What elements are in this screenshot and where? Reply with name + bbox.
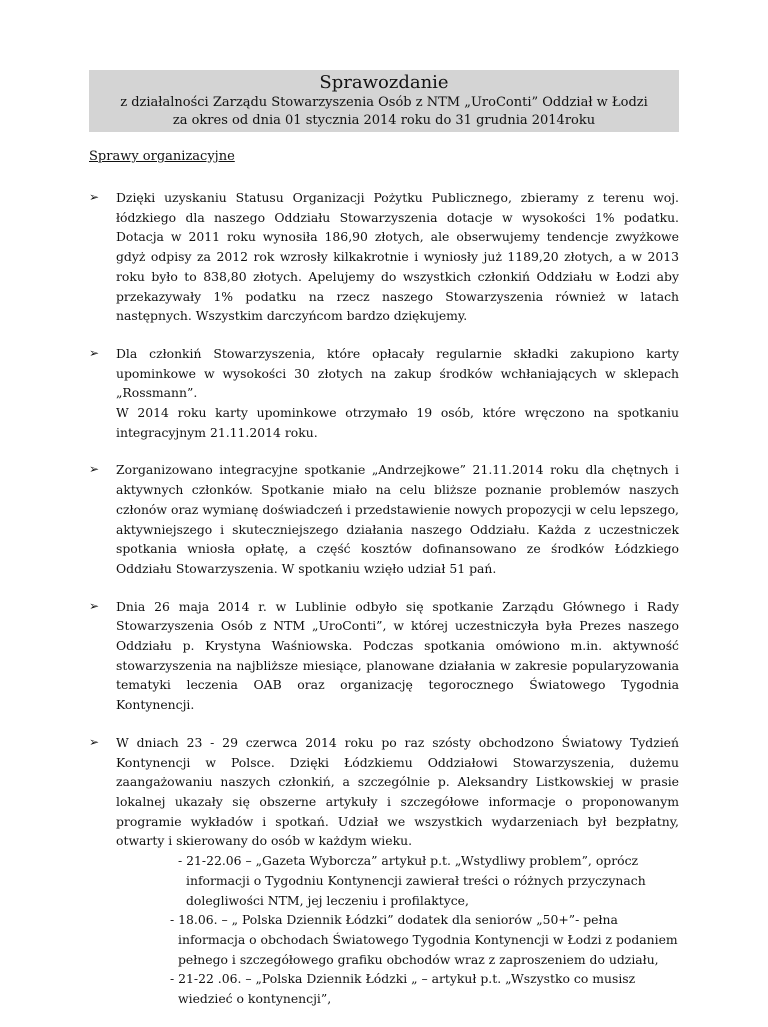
report-subtitle-line1: z działalności Zarządu Stowarzyszenia Osób z NTM „UroConti” Oddział w Łodzi xyxy=(120,95,648,110)
press-articles-list xyxy=(116,851,679,1009)
bullet-item xyxy=(89,188,679,326)
bullet-list xyxy=(89,188,679,1027)
arrow-bullet-icon: ➢ xyxy=(89,734,100,749)
arrow-bullet-icon: ➢ xyxy=(89,462,100,477)
bullet-paragraph: W dniach 23 - 29 czerwca 2014 roku po raz szósty obchodzono Światowy Tydzień Kontynencji w Polsce. Dzięki Łódzkiemu Oddziałowi Stowarzyszenia, dużemu zaangażowaniu naszych członkiń, a szczególnie p. Aleksandry Listkowskiej w prasie lokalnej ukazały się obszerne artykuły i szczegółowe informacje o proponowanym programie wykładów i spotkań. Udział we wszystkich wydarzeniach był bezpłatny, otwarty i skierowany do osób w każdym wieku. xyxy=(116,734,679,849)
arrow-bullet-icon: ➢ xyxy=(89,345,100,360)
bullet-paragraph: Dla członkiń Stowarzyszenia, które opłacały regularnie składki zakupiono karty upominkowe w wysokości 30 złotych na zakup środków wchłaniających w sklepach „Rossmann”. xyxy=(116,345,679,401)
bullet-item xyxy=(89,597,679,715)
bullet-item xyxy=(89,733,679,1009)
report-title: Sprawozdanie xyxy=(319,72,449,93)
arrow-bullet-icon: ➢ xyxy=(89,190,100,204)
press-article-item: - 18.06. – „ Polska Dziennik Łódzki” dodatek dla seniorów „50+”- pełna informacja o obchodach Światowego Tygodnia Kontynencji w Łodzi z podaniem pełnego i szczegółowego grafiku obchodów wraz z zaproszeniem do udziału, xyxy=(170,912,678,967)
report-subtitle-line2: za okres od dnia 01 stycznia 2014 roku do 31 grudnia 2014roku xyxy=(172,113,596,128)
report-header xyxy=(89,70,679,132)
bullet-paragraph: Dzięki uzyskaniu Statusu Organizacji Pożytku Publicznego, zbieramy z terenu woj. łódzkiego dla naszego Oddziału Stowarzyszenia dotacje w wysokości 1% podatku. Dotacja w 2011 roku wynosiła 186,90 złotych, ale obserwujemy tendencje zwyżkowe gdyż odpisy za 2012 rok wzrosły kilkakrotnie i wyniosły już 1189,20 złotych, a w 2013 roku było to 838,80 złotych. Apelujemy do wszystkich członkiń Oddziału w Łodzi aby przekazywały 1% podatku na rzecz naszego Stowarzyszenia również w latach następnych. Wszystkim darczyńcom bardzo dziękujemy. xyxy=(116,190,679,324)
bullet-item xyxy=(89,344,679,443)
press-article-item: - 21-22 .06. – „Polska Dziennik Łódzki „ – artykuł p.t. „Wszystko co musisz wiedzieć o kontynencji”, xyxy=(170,971,636,1007)
bullet-item xyxy=(89,460,679,578)
bullet-paragraph: Zorganizowano integracyjne spotkanie „Andrzejkowe” 21.11.2014 roku dla chętnych i aktywnych członków. Spotkanie miało na celu bliższe poznanie problemów naszych członów oraz wymianę doświadczeń i przedstawienie nowych propozycji w celu lepszego, aktywniejszego i skuteczniejszego działania naszego Oddziału. Każda z uczestniczek spotkania wniosła opłatę, a część kosztów dofinansowano ze środków Łódzkiego Oddziału Stowarzyszenia. W spotkaniu wzięło udział 51 pań. xyxy=(116,462,679,576)
section-heading: Sprawy organizacyjne xyxy=(89,149,235,164)
bullet-paragraph: Dnia 26 maja 2014 r. w Lublinie odbyło się spotkanie Zarządu Głównego i Rady Stowarzyszenia Osób z NTM „UroConti”, w której uczestniczyła była Prezes naszego Oddziału p. Krystyna Waśniowska. Podczas spotkania omówiono m.in. aktywność stowarzyszenia na najbliższe miesiące, planowane działania w zakresie popularyzowania tematyki leczenia OAB oraz organizację tegorocznego Światowego Tygodnia Kontynencji. xyxy=(116,598,679,713)
press-article-item: - 21-22.06 – „Gazeta Wyborcza” artykuł p.t. „Wstydliwy problem”, oprócz informacji o Tygodniu Kontynencji zawierał treści o różnych przyczynach dolegliwości NTM, jej leczeniu i profilaktyce, xyxy=(178,853,646,908)
bullet-paragraph: W 2014 roku karty upominkowe otrzymało 19 osób, które wręczono na spotkaniu integracyjnym 21.11.2014 roku. xyxy=(116,405,679,440)
arrow-bullet-icon: ➢ xyxy=(89,598,100,613)
